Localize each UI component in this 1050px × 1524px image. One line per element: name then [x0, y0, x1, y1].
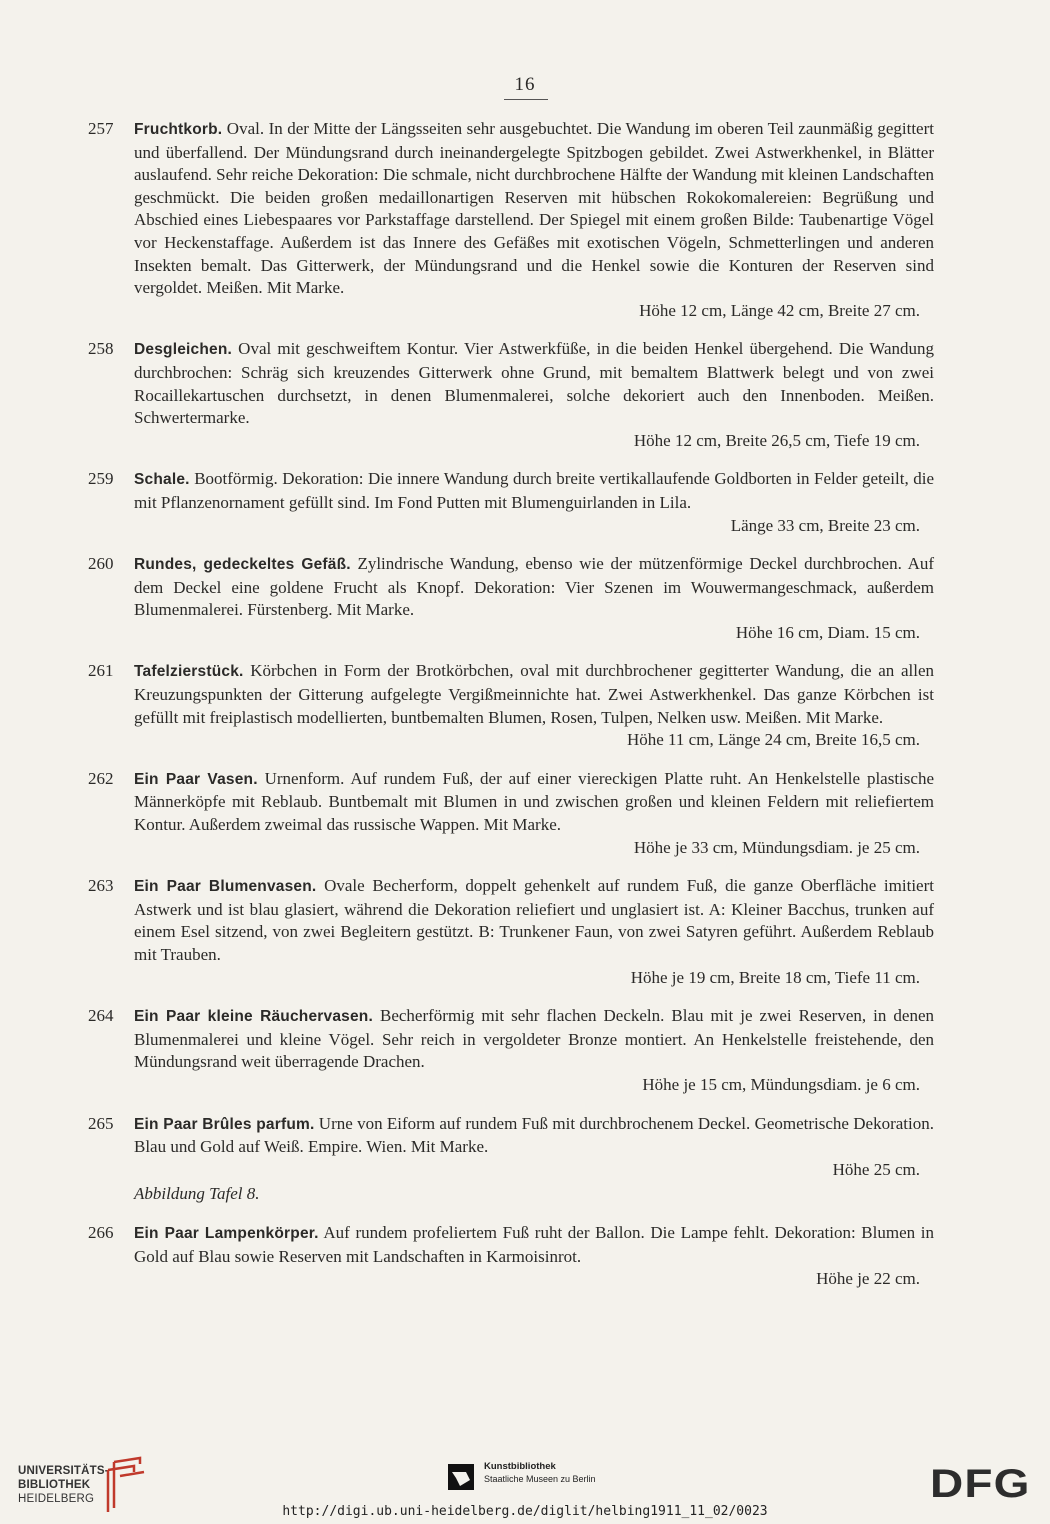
entry-dimensions: Höhe 11 cm, Länge 24 cm, Breite 16,5 cm.: [626, 730, 920, 750]
source-url[interactable]: http://digi.ub.uni-heidelberg.de/diglit/helbing1911_11_02/0023: [282, 1504, 768, 1519]
catalog-entry: [88, 338, 938, 452]
entry-body: [134, 1222, 934, 1291]
entry-title: Ein Paar Blumenvasen.: [134, 878, 317, 896]
entry-text: Oval. In der Mitte der Längsseiten sehr ausgebuchtet. Die Wandung im oberen Teil zaunmäßig gegittert und überfallend. Der Mündungsrand durch ineinandergelegte Spitzbogen gebildet. Zwei Astwerkhenkel, in Blätter auslaufend. Sehr reiche Dekoration: Die schmale, nicht durchbrochene Hälfte der Wandung mit kleinen Landschaften geschmückt. Die beiden großen medaillonartigen Reserven mit hübschen Rokokomalereien: Begrüßung und Abschied eines Liebespaares vor Parkstaffage darstellend. Der Spiegel mit einem großen Bilde: Taubenartige Vögel vor Heckenstaffage. Außerdem ist das Innere des Gefäßes mit exotischen Vögeln, Schmetterlingen und anderen Insekten bemalt. Das Gitterwerk, der Mündungsrand und die Henkel sowie die Konturen der Reserven sind vergoldet. Meißen. Mit Marke.: [134, 119, 934, 298]
catalog-entry: [88, 553, 938, 644]
entry-number: 263: [88, 876, 114, 896]
catalog-entry: [88, 1222, 938, 1291]
entry-description: [134, 875, 934, 966]
catalog-entry: [88, 1113, 938, 1206]
entry-text: Urnenform. Auf rundem Fuß, der auf einer viereckigen Platte ruht. An Henkelstelle plastische Männerköpfe mit Reblaub. Buntbemalt mit Blumen in und zwischen großen und kleinen Feldern mit reliefiertem Kontur. Außerdem zweimal das russische Wappen. Mit Marke.: [134, 768, 934, 835]
entry-title: Fruchtkorb.: [134, 121, 223, 138]
entry-text: Bootförmig. Dekoration: Die innere Wandung durch breite vertikallaufende Goldborten in Felder geteilt, die mit Pflanzenornament gefüllt sind. Im Fond Putten mit Blumenguirlanden in Lila.: [134, 469, 934, 512]
entry-dimensions: Höhe 12 cm, Breite 26,5 cm, Tiefe 19 cm.: [633, 430, 920, 450]
entry-body: [134, 118, 934, 322]
ub-line-1: UNIVERSITÄTS-: [18, 1465, 109, 1477]
entry-text: Auf rundem profeliertem Fuß ruht der Ballon. Die Lampe fehlt. Dekoration: Blumen in Gold auf Blau sowie Reserven mit Landschaften in Karmoisinrot.: [134, 1222, 935, 1266]
entry-body: [134, 660, 934, 751]
entry-body: [134, 1113, 934, 1206]
entry-text: Zylindrische Wandung, ebenso wie der mützenförmige Deckel durchbrochen. Auf dem Deckel eine goldene Frucht als Knopf. Dekoration: Vier Szenen im Wouwermangeschmack, außerdem Blumenmalerei. Fürstenberg. Mit Marke.: [134, 554, 935, 620]
entry-text: Urne von Eiform auf rundem Fuß mit durchbrochenem Deckel. Geometrische Dekoration. Blau und Gold auf Weiß. Empire. Wien. Mit Marke.: [134, 1113, 935, 1157]
entry-dimensions: Höhe 16 cm, Diam. 15 cm.: [735, 622, 920, 642]
catalog-entry: [88, 875, 938, 989]
kunstbibliothek-wordmark: [484, 1460, 596, 1486]
entry-title: Ein Paar Brûles parfum.: [134, 1115, 315, 1133]
entry-number: 264: [88, 1006, 114, 1026]
entry-body: [134, 768, 934, 859]
entry-dimensions: Höhe je 19 cm, Breite 18 cm, Tiefe 11 cm.: [630, 967, 920, 987]
university-library-wordmark: [18, 1464, 109, 1506]
dfg-logo[interactable]: DFG: [930, 1462, 1031, 1506]
entry-dimensions: Länge 33 cm, Breite 23 cm.: [730, 515, 920, 535]
entry-body: [134, 468, 934, 537]
entry-text: Körbchen in Form der Brotkörbchen, oval mit durchbrochener gegitterter Wandung, die an allen Kreuzungspunkten der Gitterung aufgelegte Vergißmeinnichte hat. Zwei Astwerkhenkel. Das ganze Körbchen ist gefüllt mit freiplastisch modellierten, buntbemalten Blumen, Rosen, Tulpen, Nelken usw. Meißen. Mit Marke.: [134, 661, 934, 727]
entry-dimensions: Höhe 25 cm.: [832, 1159, 920, 1179]
entry-dimensions: Höhe 12 cm, Länge 42 cm, Breite 27 cm.: [639, 300, 920, 320]
entry-text: Becherförmig mit sehr flachen Deckeln. Blau mit je zwei Reserven, in denen Blumenmalerei und kleine Vögel. Sehr reich in vergoldeter Bronze montiert. An Henkelstelle freistehende, den Mündungsrand weit überragende Drachen.: [134, 1006, 934, 1072]
entry-number: 265: [88, 1113, 114, 1133]
entry-number: 258: [88, 339, 114, 359]
entry-number: 257: [88, 119, 114, 138]
entry-description: [134, 338, 934, 429]
entry-title: Rundes, gedeckeltes Gefäß.: [134, 556, 351, 574]
kb-line-2: Staatliche Museen zu Berlin: [484, 1474, 596, 1484]
catalog-entry: [88, 660, 938, 751]
catalog-entry: [88, 768, 938, 859]
entry-title: Schale.: [134, 471, 190, 489]
entry-number: 266: [88, 1222, 114, 1242]
entry-title: Ein Paar Lampenkörper.: [134, 1224, 319, 1242]
page-number: 16: [514, 74, 536, 95]
entry-dimensions: Höhe je 15 cm, Mündungsdiam. je 6 cm.: [642, 1074, 920, 1094]
entry-description: [134, 1005, 934, 1074]
entry-title: Ein Paar kleine Räuchervasen.: [134, 1008, 373, 1026]
entry-title: Tafelzierstück.: [134, 663, 244, 681]
entry-description: [134, 768, 934, 837]
entry-title: Ein Paar Vasen.: [134, 770, 258, 788]
entry-text: Oval mit geschweiftem Kontur. Vier Astwerkfüße, in die beiden Henkel übergehend. Die Wandung durchbrochen: Schräg sich kreuzendes Gitterwerk ohne Grund, mit bemaltem Blattwerk belegt und von zwei Rocaillekartuschen durchsetzt, in denen Blumenmalerei, solche dekoriert auch den Innenboden. Meißen. Schwertermarke.: [134, 339, 934, 428]
kunstbibliothek-emblem-icon: [448, 1464, 474, 1490]
entry-number: 259: [88, 469, 114, 489]
entry-body: [134, 1005, 934, 1096]
entry-body: [134, 338, 934, 452]
catalog-entries: [88, 118, 938, 1307]
kb-line-1: Kunstbibliothek: [484, 1461, 556, 1472]
catalog-entry: [88, 468, 938, 537]
entry-plate-reference: Abbildung Tafel 8.: [134, 1184, 260, 1204]
entry-body: [134, 875, 934, 989]
entry-number: 260: [88, 554, 114, 574]
entry-body: [134, 553, 934, 644]
entry-number: 261: [88, 661, 114, 681]
entry-dimensions: Höhe je 33 cm, Mündungsdiam. je 25 cm.: [633, 837, 920, 857]
entry-description: [134, 1222, 934, 1268]
entry-dimensions: Höhe je 22 cm.: [816, 1269, 920, 1289]
entry-description: [134, 553, 934, 622]
entry-description: [134, 468, 934, 514]
entry-text: Ovale Becherform, doppelt gehenkelt auf rundem Fuß, die ganze Oberfläche imitiert Astwerk und ist blau glasiert, während die Dekoration reliefiert und unglasiert ist. A: Kleiner Bacchus, trunken auf einem Esel sitzend, von zwei Begleitern gestützt. B: Trunkener Faun, von zwei Satyren geführt. Außerdem Reblaub mit Trauben.: [134, 876, 934, 964]
page-number-rule: [504, 99, 548, 100]
catalog-entry: [88, 1005, 938, 1096]
entry-description: [134, 660, 934, 729]
footer: [0, 1448, 1050, 1524]
ub-line-2: BIBLIOTHEK: [18, 1479, 91, 1491]
entry-description: [134, 1113, 934, 1159]
catalog-entry: [88, 118, 938, 322]
entry-title: Desgleichen.: [134, 341, 233, 359]
entry-number: 262: [88, 768, 114, 788]
kunstbibliothek-logo[interactable]: [448, 1458, 648, 1498]
ub-line-3: HEIDELBERG: [18, 1493, 95, 1505]
entry-description: [134, 118, 934, 300]
